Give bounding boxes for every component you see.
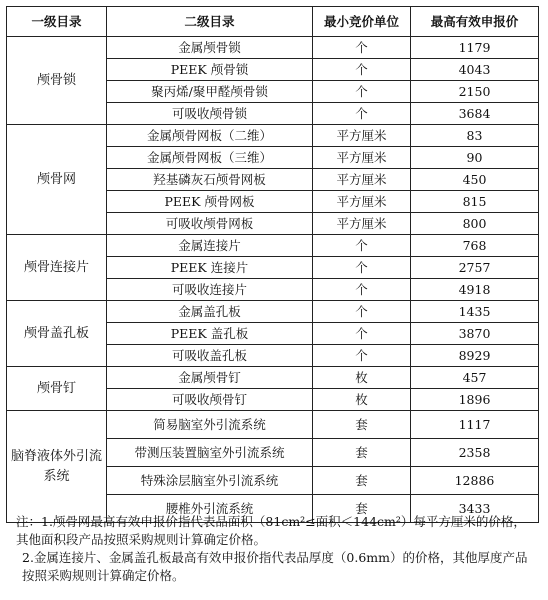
max-valid-price: 1435	[411, 301, 539, 323]
max-valid-price: 12886	[411, 467, 539, 495]
level2-item: 羟基磷灰石颅骨网板	[107, 169, 313, 191]
min-bid-unit: 个	[313, 279, 411, 301]
level2-item: 聚丙烯/聚甲醛颅骨锁	[107, 81, 313, 103]
table-row	[7, 37, 539, 59]
min-bid-unit: 平方厘米	[313, 125, 411, 147]
max-valid-price: 83	[411, 125, 539, 147]
level1-category: 颅骨钉	[7, 367, 107, 411]
table-header-row	[7, 7, 539, 37]
level1-category: 颅骨锁	[7, 37, 107, 125]
min-bid-unit: 平方厘米	[313, 147, 411, 169]
level2-item: 特殊涂层脑室外引流系统	[107, 467, 313, 495]
max-valid-price: 2150	[411, 81, 539, 103]
min-bid-unit: 个	[313, 103, 411, 125]
table-body	[7, 37, 539, 523]
table-row	[7, 411, 539, 439]
level2-item: PEEK 颅骨锁	[107, 59, 313, 81]
level2-item: 可吸收颅骨钉	[107, 389, 313, 411]
min-bid-unit: 套	[313, 439, 411, 467]
level2-item: PEEK 颅骨网板	[107, 191, 313, 213]
level2-item: PEEK 盖孔板	[107, 323, 313, 345]
max-valid-price: 450	[411, 169, 539, 191]
notes	[16, 513, 538, 585]
min-bid-unit: 套	[313, 495, 411, 523]
min-bid-unit: 个	[313, 59, 411, 81]
level2-item: 金属颅骨钉	[107, 367, 313, 389]
max-valid-price: 815	[411, 191, 539, 213]
level1-category: 脑脊液体外引流系统	[7, 411, 107, 523]
min-bid-unit: 个	[313, 345, 411, 367]
min-bid-unit: 个	[313, 301, 411, 323]
min-bid-unit: 套	[313, 411, 411, 439]
level2-item: 可吸收连接片	[107, 279, 313, 301]
max-valid-price: 3684	[411, 103, 539, 125]
level2-item: PEEK 连接片	[107, 257, 313, 279]
max-valid-price: 457	[411, 367, 539, 389]
level2-item: 金属颅骨网板（二维）	[107, 125, 313, 147]
min-bid-unit: 个	[313, 235, 411, 257]
level1-category: 颅骨网	[7, 125, 107, 235]
level2-item: 带测压装置脑室外引流系统	[107, 439, 313, 467]
note-2: 2.金属连接片、金属盖孔板最高有效申报价指代表品厚度（0.6mm）的价格，其他厚度产品按照采购规则计算确定价格。	[22, 550, 528, 583]
max-valid-price: 90	[411, 147, 539, 169]
max-valid-price: 1117	[411, 411, 539, 439]
level1-category: 颅骨盖孔板	[7, 301, 107, 367]
max-valid-price: 4918	[411, 279, 539, 301]
level2-item: 腰椎外引流系统	[107, 495, 313, 523]
level2-item: 金属颅骨锁	[107, 37, 313, 59]
min-bid-unit: 个	[313, 81, 411, 103]
max-valid-price: 3870	[411, 323, 539, 345]
header-max-valid-price: 最高有效申报价	[411, 7, 539, 37]
table-row	[7, 235, 539, 257]
level2-item: 简易脑室外引流系统	[107, 411, 313, 439]
max-valid-price: 800	[411, 213, 539, 235]
price-table	[6, 6, 539, 523]
min-bid-unit: 个	[313, 257, 411, 279]
table-row	[7, 125, 539, 147]
min-bid-unit: 平方厘米	[313, 191, 411, 213]
level2-item: 可吸收盖孔板	[107, 345, 313, 367]
note-1: 注：1.颅骨网最高有效申报价指代表品面积（81cm²≤面积＜144cm²）每平方厘米的价格，其他面积段产品按照采购规则计算确定价格。	[16, 514, 526, 547]
level2-item: 金属颅骨网板（三维）	[107, 147, 313, 169]
max-valid-price: 3433	[411, 495, 539, 523]
header-min-bid-unit: 最小竞价单位	[313, 7, 411, 37]
min-bid-unit: 套	[313, 467, 411, 495]
max-valid-price: 768	[411, 235, 539, 257]
max-valid-price: 8929	[411, 345, 539, 367]
max-valid-price: 4043	[411, 59, 539, 81]
level2-item: 可吸收颅骨网板	[107, 213, 313, 235]
header-level2: 二级目录	[107, 7, 313, 37]
max-valid-price: 1179	[411, 37, 539, 59]
min-bid-unit: 枚	[313, 367, 411, 389]
min-bid-unit: 枚	[313, 389, 411, 411]
max-valid-price: 1896	[411, 389, 539, 411]
min-bid-unit: 平方厘米	[313, 169, 411, 191]
header-level1: 一级目录	[7, 7, 107, 37]
level2-item: 金属连接片	[107, 235, 313, 257]
level1-category: 颅骨连接片	[7, 235, 107, 301]
level2-item: 可吸收颅骨锁	[107, 103, 313, 125]
max-valid-price: 2757	[411, 257, 539, 279]
max-valid-price: 2358	[411, 439, 539, 467]
min-bid-unit: 个	[313, 37, 411, 59]
table-row	[7, 367, 539, 389]
table-row	[7, 301, 539, 323]
level2-item: 金属盖孔板	[107, 301, 313, 323]
min-bid-unit: 平方厘米	[313, 213, 411, 235]
min-bid-unit: 个	[313, 323, 411, 345]
